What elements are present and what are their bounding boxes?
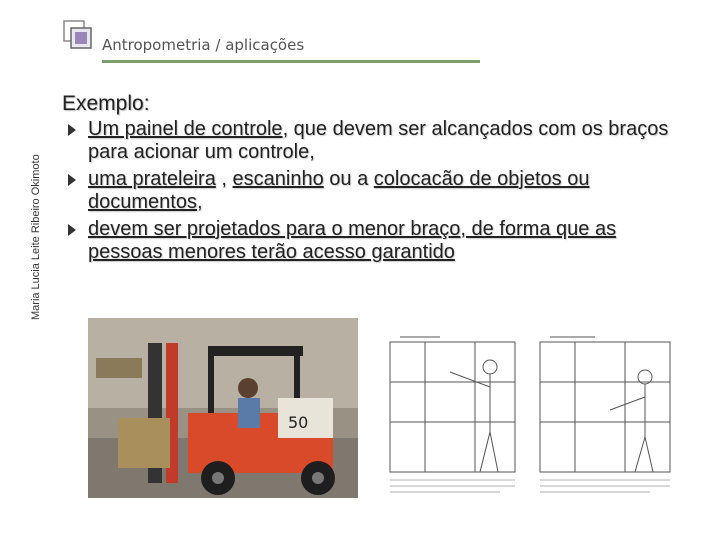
example-heading: Exemplo: [62, 92, 150, 115]
bullet-link-text[interactable]: devem ser projetados para o menor braço, de forma que as pessoas menores terão acesso garantido [88, 218, 617, 263]
bullet-link-text[interactable]: Um painel de controle [88, 118, 283, 140]
slide-content [62, 92, 682, 268]
bullet-link-text[interactable]: escaninho [232, 168, 324, 190]
bullet-arrow-icon [68, 174, 76, 186]
bullet-item [62, 118, 682, 164]
bullet-text: ou a [323, 168, 374, 190]
bullet-arrow-icon [68, 224, 76, 236]
svg-text:50: 50 [288, 413, 309, 432]
forklift-photo [88, 318, 358, 498]
bullet-item [62, 218, 682, 264]
anthropometric-reach-drawing [380, 322, 678, 508]
slide-title: Antropometria / aplicações [102, 36, 305, 54]
bullet-text: , [215, 168, 233, 190]
bullet-link-text[interactable]: colocacão de objetos ou documentos, [88, 168, 590, 213]
author-credit: Maria Lucia Leite Ribeiro Okimoto [30, 154, 42, 320]
bullet-item [62, 168, 682, 214]
slide-logo-icon [63, 20, 93, 50]
title-divider [102, 60, 480, 63]
bullet-arrow-icon [68, 124, 76, 136]
bullet-link-text[interactable]: uma prateleira [88, 168, 216, 190]
bullet-text: , que devem ser alcançados com os braços para acionar um controle, [88, 118, 669, 163]
bullet-list [62, 118, 682, 264]
